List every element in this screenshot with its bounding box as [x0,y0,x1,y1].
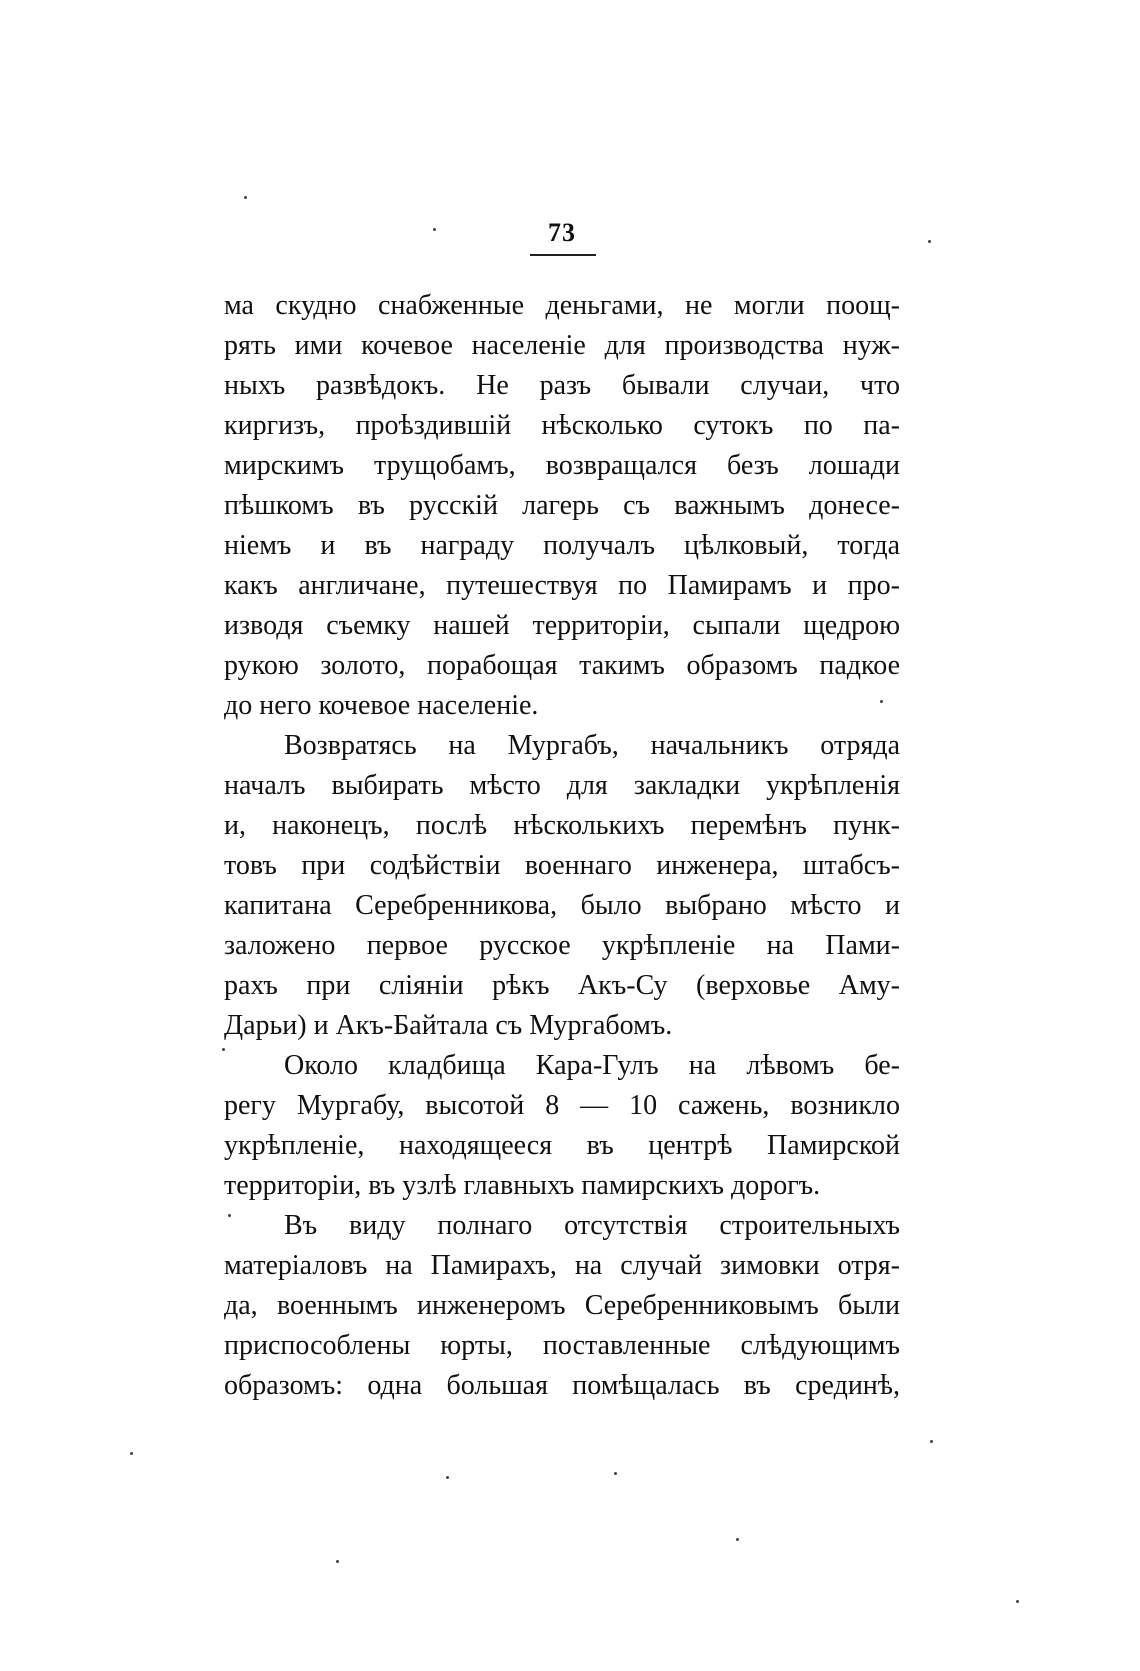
scan-speck [928,240,931,243]
page-number-rule [530,254,596,256]
scan-speck [336,1560,339,1563]
text-line: регу Мургабу, высотой 8 — 10 сажень, возникло [224,1090,900,1121]
scan-speck [130,1452,133,1455]
text-line: Около кладбища Кара-Гулъ на лѣвомъ бе- [284,1050,900,1081]
text-line: Возвратясь на Мургабъ, начальникъ отряда [284,730,900,761]
paragraph-2 [224,726,900,1046]
text-line: ніемъ и въ награду получалъ цѣлковый, тогда [224,530,900,561]
scan-speck [930,1440,933,1443]
text-line: мирскимъ трущобамъ, возвращался безъ лошади [224,450,900,481]
scan-speck [228,1214,231,1217]
body-text [224,286,900,1406]
text-line: ма скудно снабженные деньгами, не могли поощ- [224,290,900,321]
text-line: изводя съемку нашей территоріи, сыпали щедрою [224,610,900,641]
paragraph-1 [224,286,900,726]
text-line: да, военнымъ инженеромъ Серебренниковымъ были [224,1290,900,1321]
scan-speck [736,1538,739,1541]
scan-speck [222,1048,225,1051]
scan-speck [614,1472,617,1475]
text-line: товъ при содѣйствіи военнаго инженера, штабсъ- [224,850,900,881]
text-line: капитана Серебренникова, было выбрано мѣсто и [224,890,900,921]
text-line: и, наконецъ, послѣ нѣсколькихъ перемѣнъ пунк- [224,810,900,841]
paragraph-4 [224,1206,900,1406]
page-number: 73 [548,218,576,247]
text-line: рахъ при сліяніи рѣкъ Акъ-Су (верховье Аму- [224,970,900,1001]
text-line: Дарьи) и Акъ-Байтала съ Мургабомъ. [224,1010,673,1041]
text-line: территоріи, въ узлѣ главныхъ памирскихъ дорогъ. [224,1170,821,1201]
scan-speck [1016,1600,1019,1603]
scan-speck [446,1476,449,1479]
scan-speck [433,228,436,231]
text-line: приспособлены юрты, поставленные слѣдующимъ [224,1330,900,1361]
text-line: матеріаловъ на Памирахъ, на случай зимовки отря- [224,1250,900,1281]
text-line: рять ими кочевое населеніе для производства нуж- [224,330,900,361]
text-line: до него кочевое населеніе. [224,690,539,721]
text-line: пѣшкомъ въ русскій лагерь съ важнымъ донесе- [224,490,900,521]
text-line: Въ виду полнаго отсутствія строительныхъ [284,1210,900,1241]
text-line: рукою золото, порабощая такимъ образомъ падкое [224,650,900,681]
text-line: началъ выбирать мѣсто для закладки укрѣпленія [224,770,900,801]
scan-speck [244,196,247,199]
paragraph-3 [224,1046,900,1206]
text-line: образомъ: одна большая помѣщалась въ срединѣ, [224,1370,900,1401]
scan-speck [880,700,883,703]
text-line: какъ англичане, путешествуя по Памирамъ и про- [224,570,900,601]
text-line: ныхъ развѣдокъ. Не разъ бывали случаи, что [224,370,900,401]
text-line: заложено первое русское укрѣпленіе на Пами- [224,930,900,961]
text-line: укрѣпленіе, находящееся въ центрѣ Памирской [224,1130,900,1161]
text-line: киргизъ, проѣздившій нѣсколько сутокъ по па- [224,410,900,441]
